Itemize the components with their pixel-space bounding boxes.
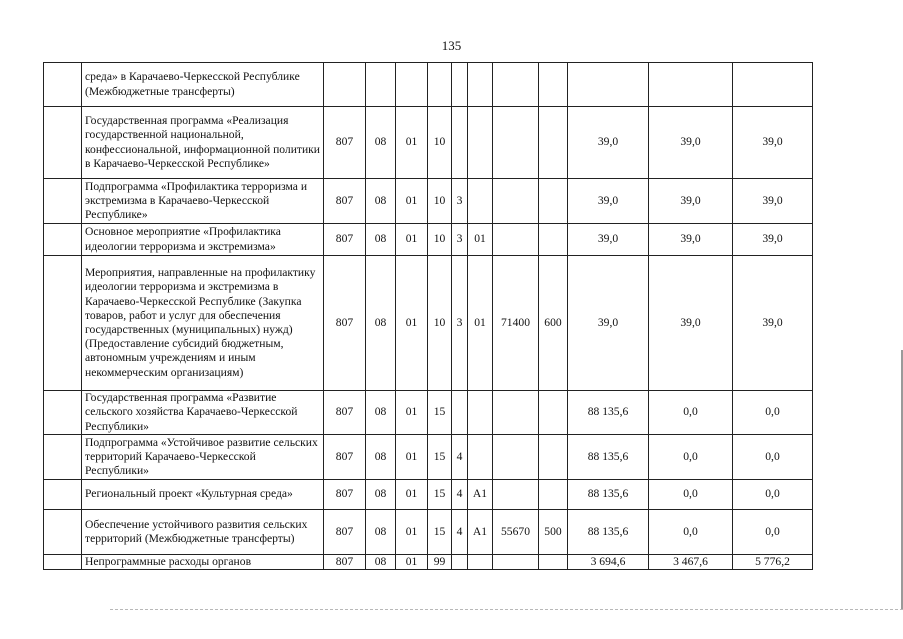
target-code-subprogram: 3 (452, 256, 468, 391)
target-code-event: A1 (468, 480, 493, 510)
target-code-event (468, 391, 493, 435)
amount-year-3: 0,0 (733, 435, 813, 480)
subsection-code: 01 (396, 510, 428, 555)
amount-year-1: 3 694,6 (568, 555, 649, 570)
expense-type-code (539, 480, 568, 510)
ved-code: 807 (324, 391, 366, 435)
expense-type-code: 600 (539, 256, 568, 391)
target-code-direction (493, 480, 539, 510)
blank-cell (44, 224, 82, 256)
target-code-program (428, 63, 452, 107)
target-code-direction (493, 555, 539, 570)
expense-type-code (539, 224, 568, 256)
subsection-code (396, 63, 428, 107)
subsection-code: 01 (396, 391, 428, 435)
target-code-subprogram (452, 391, 468, 435)
ved-code: 807 (324, 480, 366, 510)
amount-year-2: 39,0 (649, 107, 733, 179)
expense-name: Государственная программа «Реализация государственной национальной, конфессиональной, информационной политики в Карачаево-Черкесской Республике» (82, 107, 324, 179)
expense-name: Региональный проект «Культурная среда» (82, 480, 324, 510)
target-code-program: 15 (428, 510, 452, 555)
table-row (44, 435, 813, 480)
target-code-subprogram: 3 (452, 179, 468, 224)
scan-footer-line (110, 609, 903, 611)
amount-year-3: 39,0 (733, 107, 813, 179)
expense-type-code: 500 (539, 510, 568, 555)
ved-code: 807 (324, 510, 366, 555)
blank-cell (44, 391, 82, 435)
amount-year-3: 5 776,2 (733, 555, 813, 570)
target-code-event: 01 (468, 224, 493, 256)
expense-name: Подпрограмма «Устойчивое развитие сельских территорий Карачаево-Черкесской Республики» (82, 435, 324, 480)
amount-year-2: 0,0 (649, 391, 733, 435)
expense-name: Мероприятия, направленные на профилактику идеологии терроризма и экстремизма в Карачаево-Черкесской Республике (Закупка товаров, работ и услуг для обеспечения государственных (муниципальных) нужд) (Предоставление субсидий бюджетным, автономным учреждениям и иным некоммерческим организациям) (82, 256, 324, 391)
expense-name: Непрограммные расходы органов (82, 555, 324, 570)
target-code-program: 10 (428, 179, 452, 224)
target-code-direction (493, 435, 539, 480)
amount-year-1: 88 135,6 (568, 391, 649, 435)
amount-year-2: 0,0 (649, 435, 733, 480)
amount-year-2: 39,0 (649, 256, 733, 391)
expense-type-code (539, 63, 568, 107)
target-code-subprogram (452, 555, 468, 570)
target-code-event: 01 (468, 256, 493, 391)
target-code-subprogram: 4 (452, 435, 468, 480)
target-code-event: A1 (468, 510, 493, 555)
section-code: 08 (366, 179, 396, 224)
target-code-program: 99 (428, 555, 452, 570)
section-code (366, 63, 396, 107)
blank-cell (44, 435, 82, 480)
ved-code (324, 63, 366, 107)
target-code-subprogram: 3 (452, 224, 468, 256)
blank-cell (44, 179, 82, 224)
target-code-direction (493, 224, 539, 256)
subsection-code: 01 (396, 555, 428, 570)
ved-code: 807 (324, 224, 366, 256)
amount-year-1: 88 135,6 (568, 480, 649, 510)
table-row (44, 510, 813, 555)
amount-year-1: 39,0 (568, 107, 649, 179)
target-code-program: 10 (428, 256, 452, 391)
blank-cell (44, 510, 82, 555)
blank-cell (44, 63, 82, 107)
section-code: 08 (366, 391, 396, 435)
amount-year-2: 0,0 (649, 480, 733, 510)
amount-year-1: 88 135,6 (568, 510, 649, 555)
target-code-subprogram: 4 (452, 510, 468, 555)
amount-year-1: 39,0 (568, 256, 649, 391)
amount-year-2 (649, 63, 733, 107)
ved-code: 807 (324, 555, 366, 570)
ved-code: 807 (324, 179, 366, 224)
section-code: 08 (366, 480, 396, 510)
section-code: 08 (366, 435, 396, 480)
amount-year-3: 0,0 (733, 510, 813, 555)
target-code-program: 15 (428, 391, 452, 435)
target-code-program: 15 (428, 435, 452, 480)
expense-type-code (539, 555, 568, 570)
section-code: 08 (366, 510, 396, 555)
subsection-code: 01 (396, 480, 428, 510)
table-row (44, 555, 813, 570)
amount-year-3: 0,0 (733, 391, 813, 435)
table-row (44, 107, 813, 179)
target-code-direction: 55670 (493, 510, 539, 555)
ved-code: 807 (324, 256, 366, 391)
target-code-program: 10 (428, 224, 452, 256)
blank-cell (44, 555, 82, 570)
subsection-code: 01 (396, 435, 428, 480)
target-code-direction (493, 107, 539, 179)
subsection-code: 01 (396, 224, 428, 256)
subsection-code: 01 (396, 107, 428, 179)
expense-name: среда» в Карачаево-Черкесской Республике (Межбюджетные трансферты) (82, 63, 324, 107)
target-code-direction (493, 391, 539, 435)
amount-year-3 (733, 63, 813, 107)
target-code-event (468, 435, 493, 480)
target-code-subprogram (452, 63, 468, 107)
amount-year-3: 39,0 (733, 179, 813, 224)
amount-year-1: 39,0 (568, 179, 649, 224)
amount-year-2: 3 467,6 (649, 555, 733, 570)
budget-table (43, 62, 813, 570)
expense-type-code (539, 179, 568, 224)
expense-name: Подпрограмма «Профилактика терроризма и экстремизма в Карачаево-Черкесской Республике» (82, 179, 324, 224)
target-code-subprogram: 4 (452, 480, 468, 510)
ved-code: 807 (324, 435, 366, 480)
amount-year-1: 39,0 (568, 224, 649, 256)
target-code-subprogram (452, 107, 468, 179)
page-number: 135 (441, 38, 462, 53)
expense-name: Государственная программа «Развитие сельского хозяйства Карачаево-Черкесской Республики» (82, 391, 324, 435)
table-row (44, 63, 813, 107)
target-code-event (468, 63, 493, 107)
amount-year-3: 0,0 (733, 480, 813, 510)
target-code-event (468, 179, 493, 224)
subsection-code: 01 (396, 179, 428, 224)
target-code-event (468, 555, 493, 570)
subsection-code: 01 (396, 256, 428, 391)
target-code-program: 15 (428, 480, 452, 510)
amount-year-3: 39,0 (733, 224, 813, 256)
expense-type-code (539, 391, 568, 435)
target-code-direction (493, 179, 539, 224)
table-row (44, 480, 813, 510)
expense-type-code (539, 107, 568, 179)
target-code-program: 10 (428, 107, 452, 179)
amount-year-1: 88 135,6 (568, 435, 649, 480)
table-row (44, 224, 813, 256)
table-row (44, 391, 813, 435)
amount-year-1 (568, 63, 649, 107)
blank-cell (44, 256, 82, 391)
ved-code: 807 (324, 107, 366, 179)
blank-cell (44, 107, 82, 179)
section-code: 08 (366, 555, 396, 570)
amount-year-2: 39,0 (649, 224, 733, 256)
amount-year-2: 0,0 (649, 510, 733, 555)
table-row (44, 179, 813, 224)
blank-cell (44, 480, 82, 510)
table-row (44, 256, 813, 391)
expense-name: Основное мероприятие «Профилактика идеологии терроризма и экстремизма» (82, 224, 324, 256)
section-code: 08 (366, 224, 396, 256)
section-code: 08 (366, 256, 396, 391)
expense-type-code (539, 435, 568, 480)
amount-year-3: 39,0 (733, 256, 813, 391)
amount-year-2: 39,0 (649, 179, 733, 224)
expense-name: Обеспечение устойчивого развития сельских территорий (Межбюджетные трансферты) (82, 510, 324, 555)
target-code-direction (493, 63, 539, 107)
target-code-event (468, 107, 493, 179)
section-code: 08 (366, 107, 396, 179)
target-code-direction: 71400 (493, 256, 539, 391)
